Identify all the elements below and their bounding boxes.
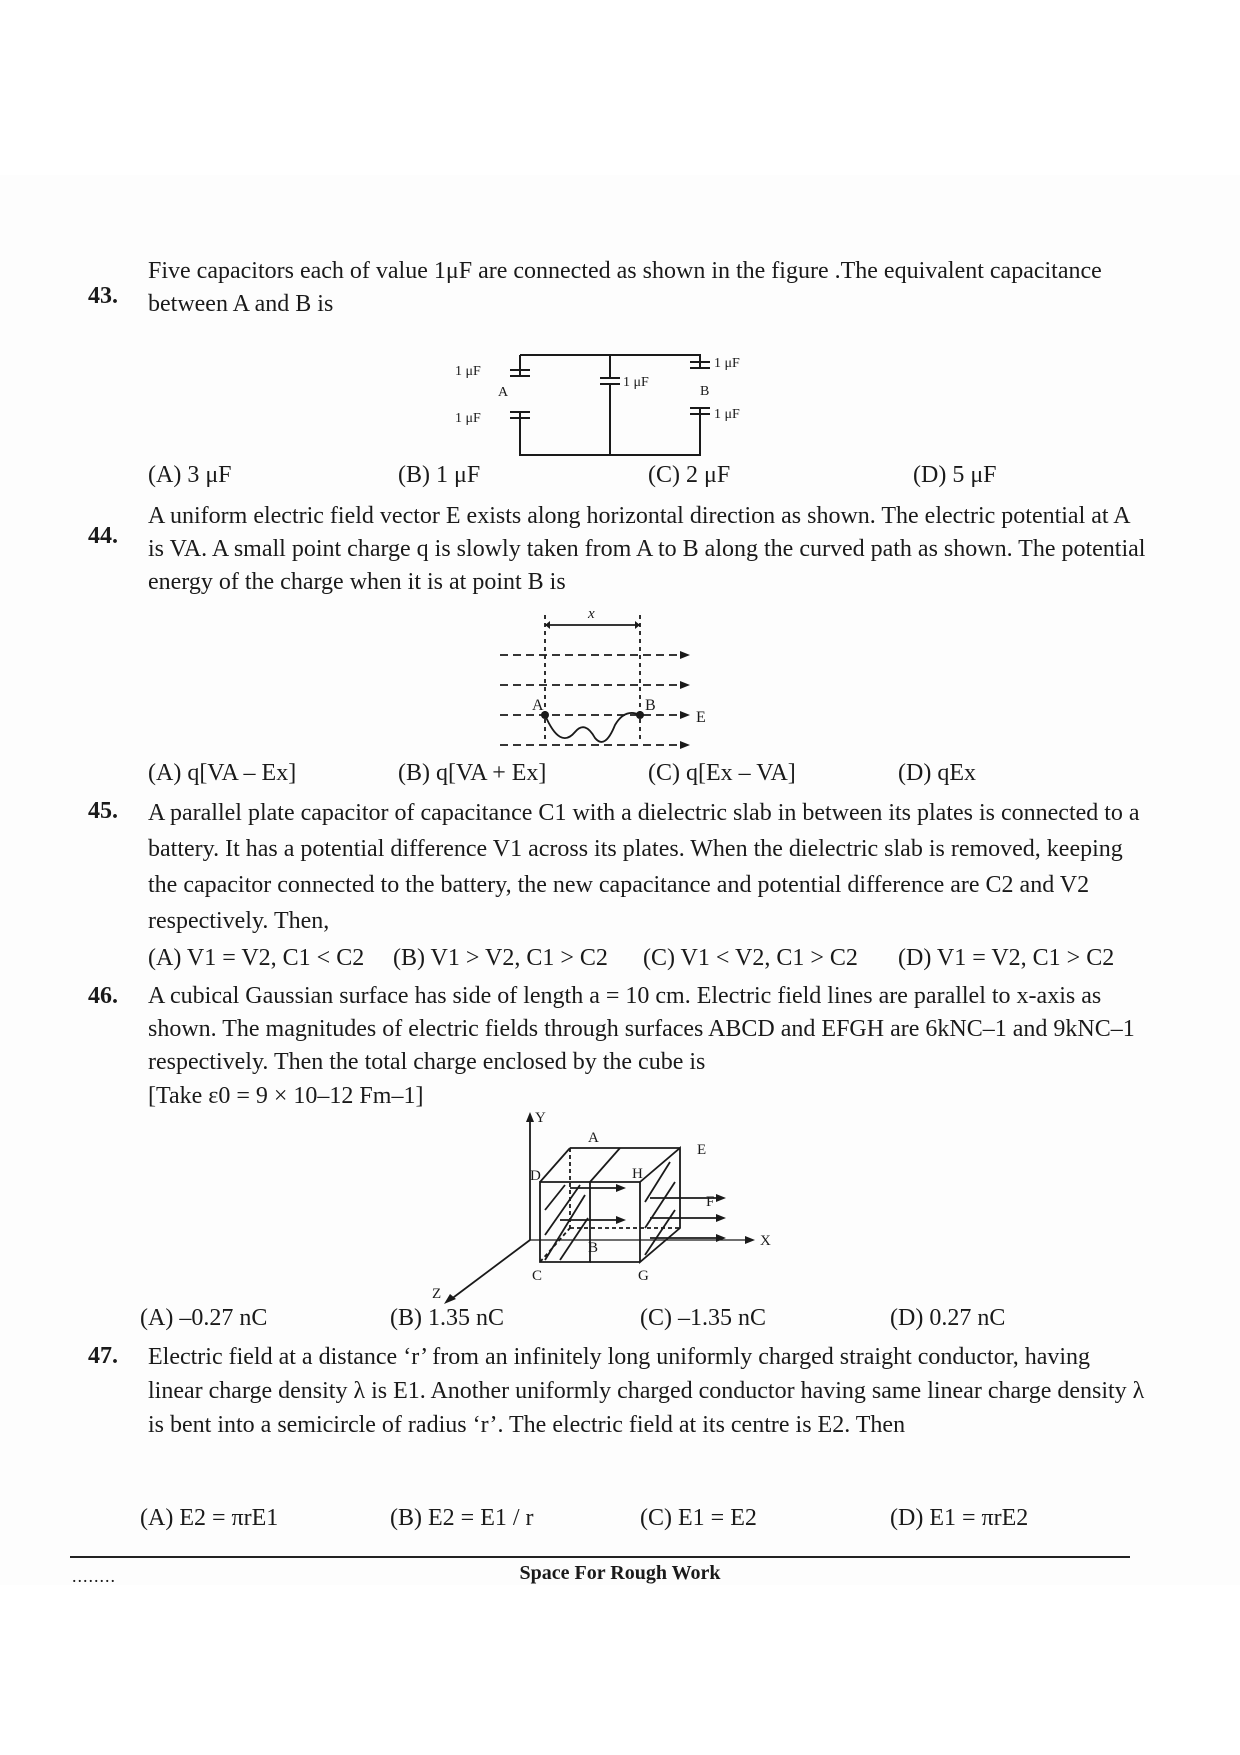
option-a[interactable]: (A) 3 μF (148, 462, 232, 488)
fig-label-c3: 1 μF (623, 375, 649, 390)
option-d[interactable]: (D) 0.27 nC (890, 1305, 1006, 1331)
option-b[interactable]: (B) q[VA + Ex] (398, 760, 547, 786)
option-b[interactable]: (B) E2 = E1 / r (390, 1505, 534, 1531)
fig-label-x-axis: X (760, 1233, 771, 1249)
fig-label-a: A (588, 1130, 599, 1146)
gaussian-cube-figure (420, 1110, 780, 1310)
option-b[interactable]: (B) V1 > V2, C1 > C2 (393, 945, 608, 971)
options-43 (148, 462, 1148, 496)
fig-label-b: B (645, 697, 656, 714)
fig-label-f: F (706, 1194, 715, 1210)
fig-label-a: A (532, 697, 544, 714)
fig-label-x: x (588, 606, 595, 622)
option-c[interactable]: (C) E1 = E2 (640, 1505, 757, 1531)
capacitor-network-figure (455, 340, 760, 465)
fig-label-c5: 1 μF (714, 407, 740, 422)
fig-label-h: H (632, 1166, 643, 1182)
option-c[interactable]: (C) –1.35 nC (640, 1305, 766, 1331)
option-b[interactable]: (B) 1 μF (398, 462, 481, 488)
option-a[interactable]: (A) V1 = V2, C1 < C2 (148, 945, 365, 971)
question-number: 43. (88, 283, 118, 309)
option-c[interactable]: (C) q[Ex – VA] (648, 760, 796, 786)
fig-label-c2: 1 μF (455, 411, 481, 426)
footer-divider (70, 1556, 1130, 1558)
question-number: 47. (88, 1343, 118, 1369)
question-number: 44. (88, 523, 118, 549)
fig-label-y: Y (535, 1110, 546, 1126)
fig-label-b: B (700, 384, 710, 399)
fig-label-e: E (697, 1142, 707, 1158)
question-text: A uniform electric field vector E exists along horizontal direction as shown. The electric potential at A is VA. A small point charge q is slowly taken from A to B along the curved path as shown. The potential energy of the charge when it is at point B is (148, 503, 1146, 595)
question-number: 45. (88, 798, 118, 824)
rough-work-label: Space For Rough Work (519, 1562, 721, 1584)
fig-label-b: B (588, 1240, 599, 1256)
fig-label-c4: 1 μF (714, 356, 740, 371)
question-number: 46. (88, 983, 118, 1009)
options-46 (140, 1305, 1140, 1339)
question-text: A cubical Gaussian surface has side of length a = 10 cm. Electric field lines are parallel to x-axis as shown. The magnitudes of electric fields through surfaces ABCD and EFGH are 6kNC–1 and 9kNC–1 respectively. Then the total charge enclosed by the cube is (148, 983, 1135, 1075)
option-a[interactable]: (A) E2 = πrE1 (140, 1505, 279, 1531)
option-d[interactable]: (D) E1 = πrE2 (890, 1505, 1029, 1531)
options-47 (140, 1505, 1140, 1539)
options-45 (148, 945, 1148, 979)
electric-field-path-figure (490, 600, 730, 760)
question-text: Electric field at a distance ‘r’ from an infinitely long uniformly charged straight conductor, having linear charge density λ is E1. Another uniformly charged conductor having same linear charge density λ is bent into a semicircle of radius ‘r’. The electric field at its centre is E2. Then (148, 1344, 1145, 1438)
question-text: Five capacitors each of value 1μF are connected as shown in the figure .The equivalent capacitance between A and B is (148, 258, 1102, 317)
footer-dots: ........ (72, 1566, 116, 1586)
fig-label-z: Z (432, 1286, 442, 1302)
option-a[interactable]: (A) q[VA – Ex] (148, 760, 297, 786)
option-c[interactable]: (C) 2 μF (648, 462, 731, 488)
fig-label-g: G (638, 1268, 649, 1284)
fig-label-d: D (530, 1168, 541, 1184)
option-a[interactable]: (A) –0.27 nC (140, 1305, 268, 1331)
fig-label-c: C (532, 1268, 543, 1284)
option-d[interactable]: (D) 5 μF (913, 462, 997, 488)
option-d[interactable]: (D) V1 = V2, C1 > C2 (898, 945, 1115, 971)
option-d[interactable]: (D) qEx (898, 760, 976, 786)
fig-label-c1: 1 μF (455, 364, 481, 379)
option-c[interactable]: (C) V1 < V2, C1 > C2 (643, 945, 858, 971)
option-b[interactable]: (B) 1.35 nC (390, 1305, 504, 1331)
question-note: [Take ε0 = 9 × 10–12 Fm–1] (148, 1083, 424, 1109)
fig-label-e: E (696, 709, 706, 726)
options-44 (148, 760, 1148, 794)
question-text: A parallel plate capacitor of capacitance C1 with a dielectric slab in between its plates is connected to a battery. It has a potential difference V1 across its plates. When the dielectric slab is removed, keeping the capacitor connected to the battery, the new capacitance and potential difference are C2 and V2 respectively. Then, (148, 800, 1140, 934)
fig-label-a: A (498, 385, 509, 400)
